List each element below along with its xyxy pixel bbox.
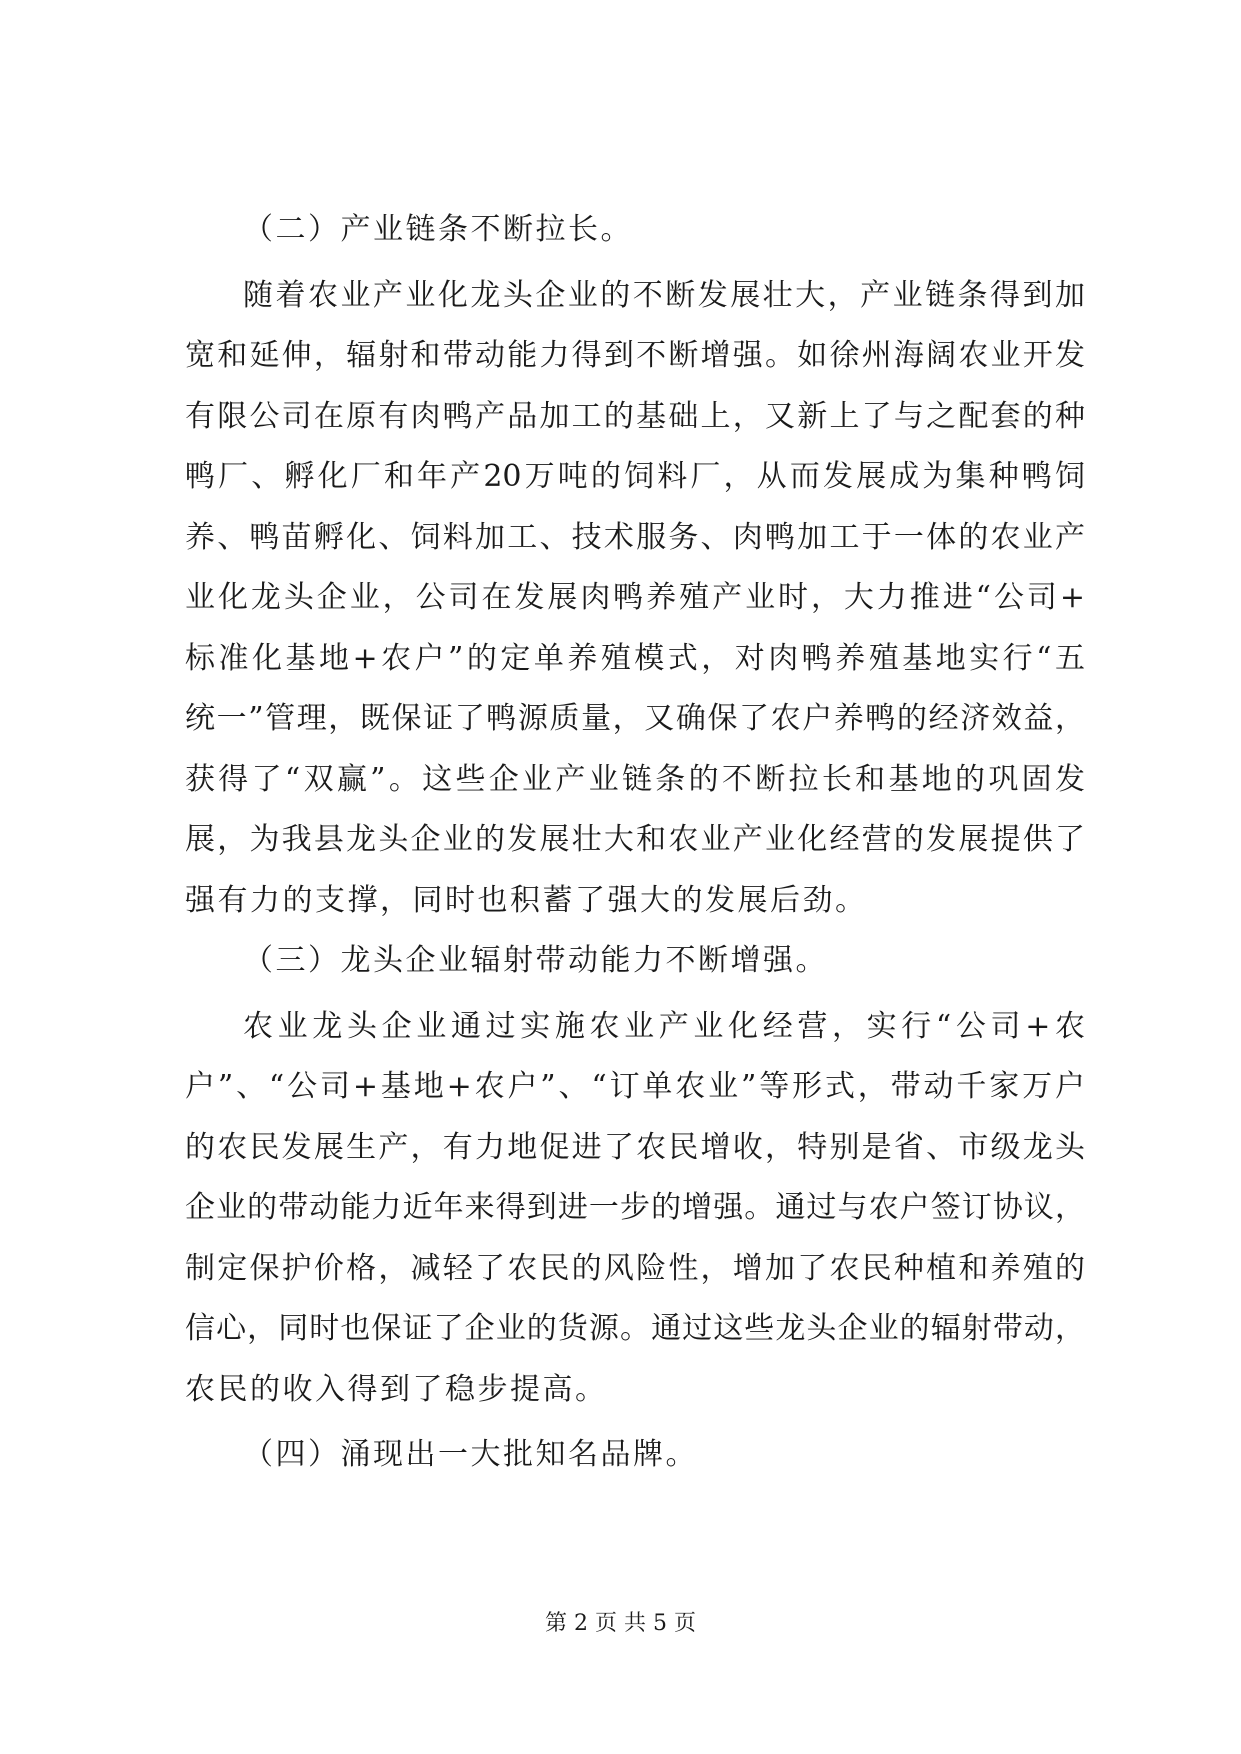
page-number-footer: 第 2 页 共 5 页: [545, 1611, 696, 1636]
paragraph-line: 信心，同时也保证了企业的货源。通过这些龙头企业的辐射带动，: [185, 1311, 1085, 1346]
paragraph-line: 企业的带动能力近年来得到进一步的增强。通过与农户签订协议，: [185, 1190, 1085, 1225]
paragraph-line: 随着农业产业化龙头企业的不断发展壮大，产业链条得到加: [243, 277, 1085, 313]
paragraph-line: 业化龙头企业，公司在发展肉鸭养殖产业时，大力推进“公司+: [185, 580, 1085, 615]
paragraph-line: 强有力的支撑，同时也积蓄了强大的发展后劲。: [185, 882, 868, 918]
paragraph-line: 统一”管理，既保证了鸭源质量，又确保了农户养鸭的经济效益，: [185, 701, 1085, 736]
paragraph-line: 的农民发展生产，有力地促进了农民增收，特别是省、市级龙头: [185, 1129, 1085, 1165]
paragraph-line: 鸭厂、孵化厂和年产20万吨的饲料厂，从而发展成为集种鸭饲: [185, 459, 1085, 494]
paragraph-line: 农业龙头企业通过实施农业产业化经营，实行“公司+农: [243, 1008, 1085, 1044]
paragraph-line: 展，为我县龙头企业的发展壮大和农业产业化经营的发展提供了: [185, 822, 1085, 857]
section-heading: （三）龙头企业辐射带动能力不断增强。: [243, 943, 828, 978]
section-heading: （二）产业链条不断拉长。: [243, 212, 633, 247]
paragraph-line: 宽和延伸，辐射和带动能力得到不断增强。如徐州海阔农业开发: [185, 338, 1085, 373]
paragraph-line: 户”、“公司+基地+农户”、“订单农业”等形式，带动千家万户: [185, 1069, 1085, 1104]
paragraph-line: 制定保护价格，减轻了农民的风险性，增加了农民种植和养殖的: [185, 1250, 1085, 1286]
paragraph-line: 标准化基地+农户”的定单养殖模式，对肉鸭养殖基地实行“五: [185, 640, 1085, 676]
document-body: [185, 200, 1085, 1486]
section-heading: （四）涌现出一大批知名品牌。: [243, 1437, 698, 1472]
paragraph-line: 获得了“双赢”。这些企业产业链条的不断拉长和基地的巩固发: [185, 761, 1085, 797]
paragraph-line: 养、鸭苗孵化、饲料加工、技术服务、肉鸭加工于一体的农业产: [185, 519, 1085, 555]
paragraph-line: 有限公司在原有肉鸭产品加工的基础上，又新上了与之配套的种: [185, 398, 1085, 434]
paragraph-line: 农民的收入得到了稳步提高。: [185, 1371, 608, 1407]
